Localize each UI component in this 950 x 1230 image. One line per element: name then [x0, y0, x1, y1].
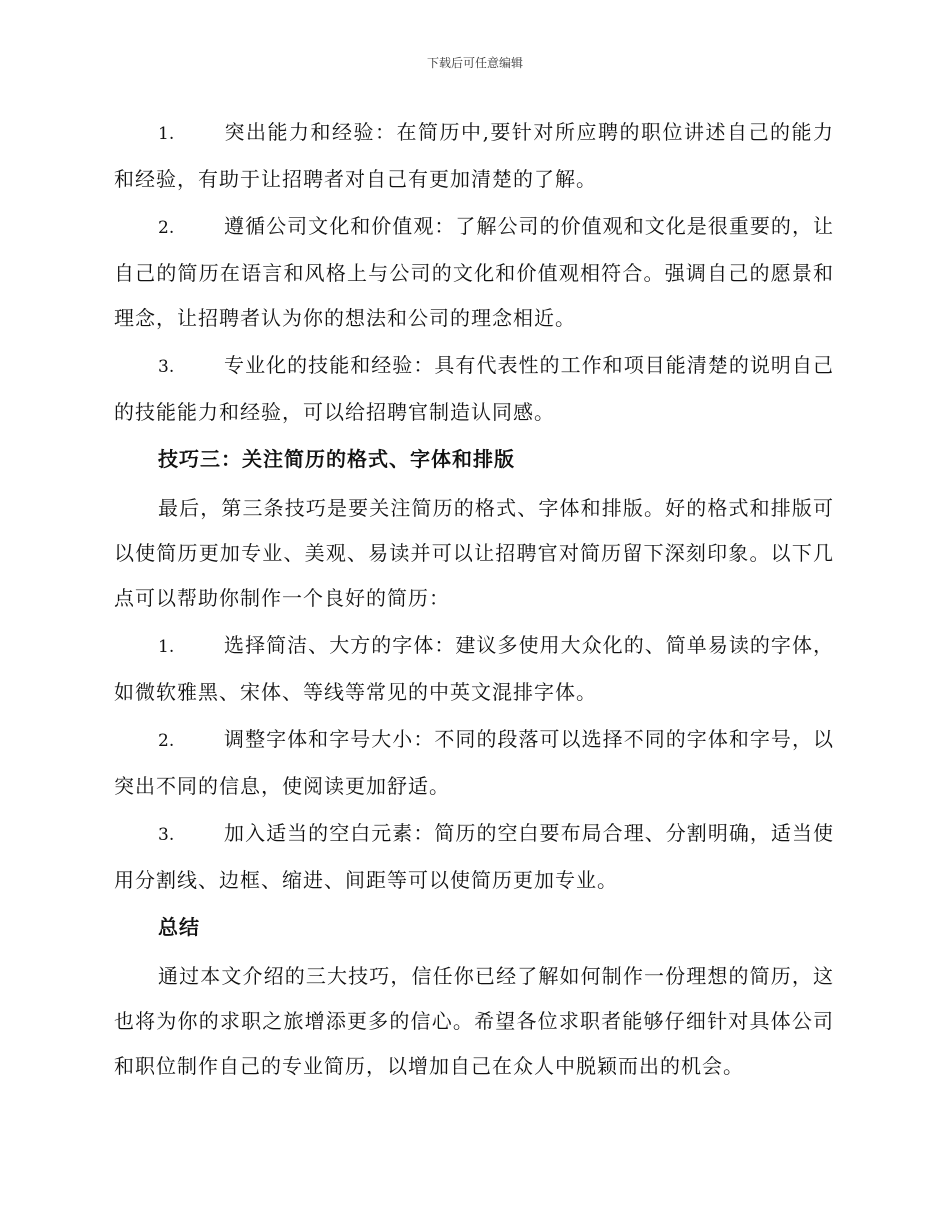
list-number: 3. [158, 825, 175, 845]
page-header: 下载后可任意编辑 [426, 56, 523, 70]
list-item [114, 717, 834, 809]
list-number: 3. [158, 357, 175, 377]
section-intro-paragraph: 最后，第三条技巧是要关注简历的格式、字体和排版。好的格式和排版可以使简历更加专业、美观、易读并可以让招聘官对简历留下深刻印象。以下几点可以帮助你制作一个良好的简历： [114, 496, 834, 610]
list-text: 选择简洁、大方的字体：建议多使用大众化的、简单易读的字体，如微软雅黑、宋体、等线等常见的中英文混排字体。 [114, 633, 834, 704]
list-item [114, 811, 834, 903]
document-body [114, 110, 834, 1091]
summary-paragraph: 通过本文介绍的三大技巧，信任你已经了解如何制作一份理想的简历，这也将为你的求职之旅增添更多的信心。希望各位求职者能够仔细针对具体公司和职位制作自己的专业简历，以增加自己在众人中脱颖而出的机会。 [114, 964, 834, 1078]
list-text: 遵循公司文化和价值观：了解公司的价值观和文化是很重要的，让自己的简历在语言和风格上与公司的文化和价值观相符合。强调自己的愿景和理念，让招聘者认为你的想法和公司的理念相近。 [114, 214, 834, 330]
list-text: 专业化的技能和经验：具有代表性的工作和项目能清楚的说明自己的技能能力和经验，可以给招聘官制造认同感。 [114, 353, 834, 424]
section-heading-tip-three: 技巧三：关注简历的格式、字体和排版 [158, 447, 515, 471]
list-item [114, 343, 834, 435]
list-text: 调整字体和字号大小：不同的段落可以选择不同的字体和字号，以突出不同的信息，使阅读更加舒适。 [114, 727, 834, 798]
list-item [114, 110, 834, 202]
list-item [114, 204, 834, 341]
list-number: 2. [158, 218, 175, 238]
section-heading-summary: 总结 [158, 915, 200, 939]
list-number: 1. [158, 637, 175, 657]
list-number: 1. [158, 124, 175, 144]
list-text: 加入适当的空白元素：简历的空白要布局合理、分割明确，适当使用分割线、边框、缩进、间距等可以使简历更加专业。 [114, 821, 834, 892]
list-number: 2. [158, 731, 175, 751]
list-item [114, 623, 834, 715]
list-text: 突出能力和经验：在简历中,要针对所应聘的职位讲述自己的能力和经验，有助于让招聘者对自己有更加清楚的了解。 [114, 120, 834, 191]
